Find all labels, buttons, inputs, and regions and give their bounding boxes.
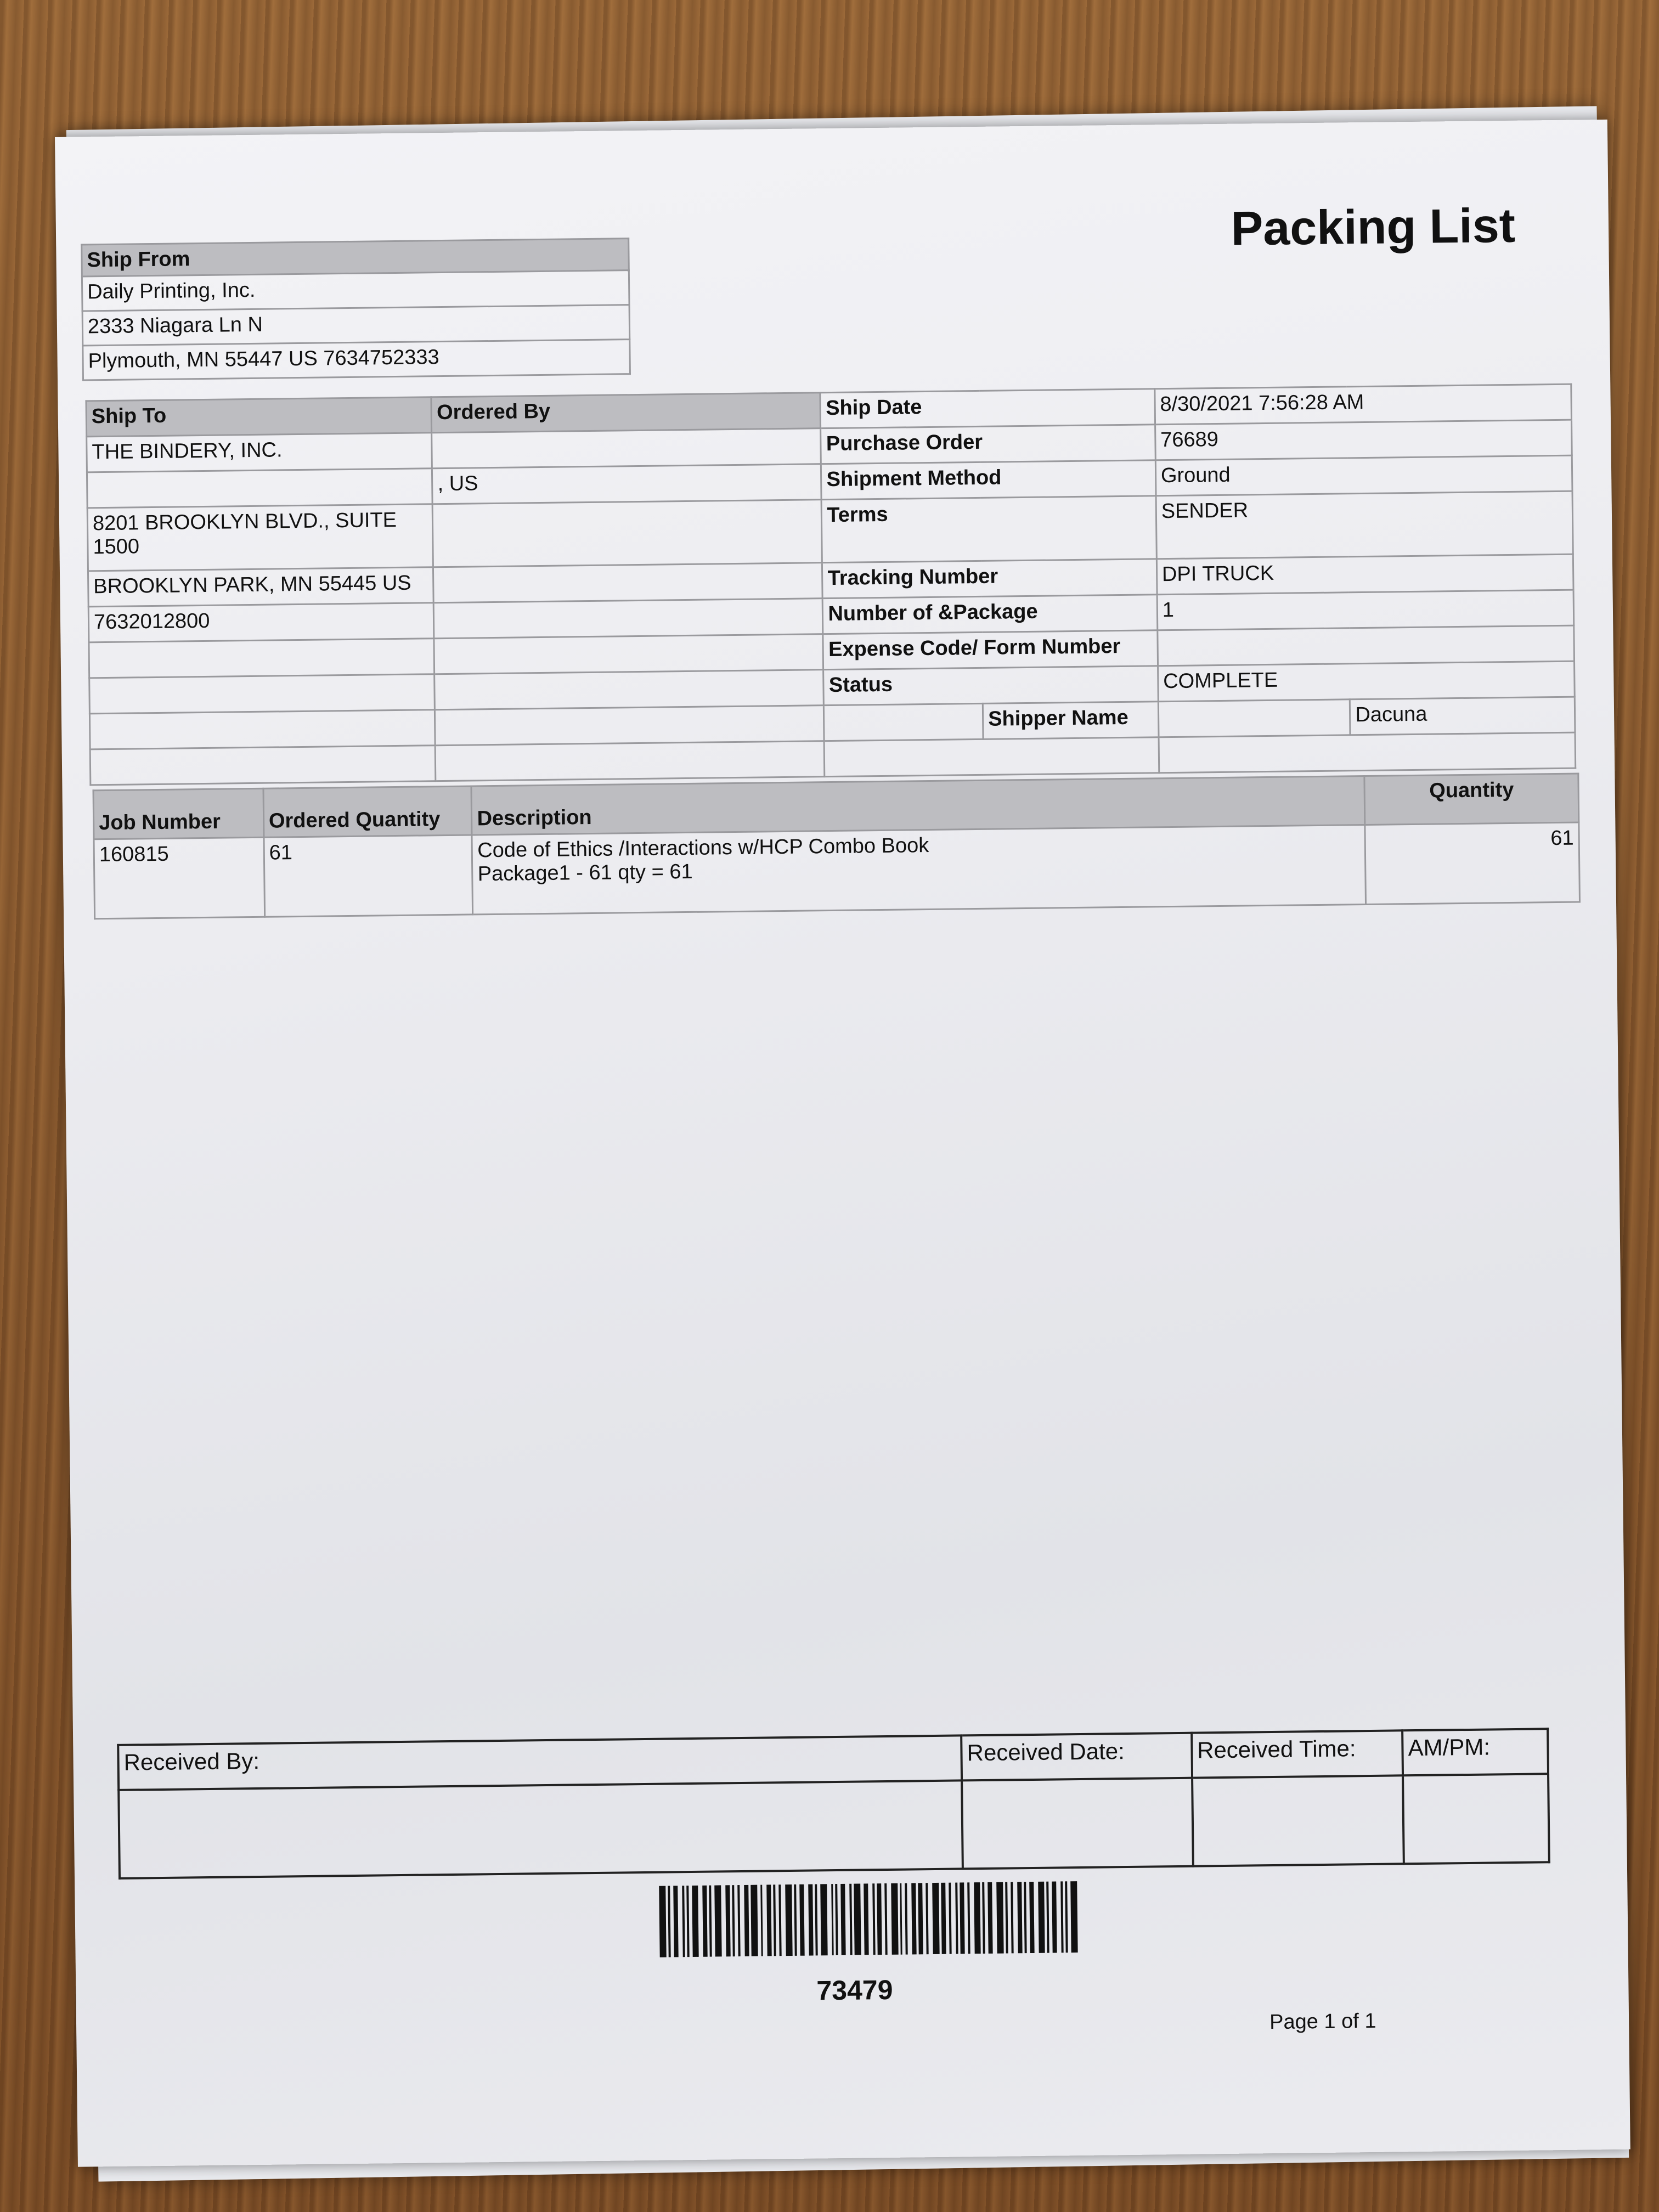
blank-cell — [825, 737, 1159, 777]
received-table — [117, 1728, 1550, 1880]
page-title: Packing List — [1231, 198, 1516, 256]
received-date-field — [962, 1778, 1193, 1869]
ship-to-header: Ship To — [86, 397, 432, 437]
ship-to-line — [90, 746, 436, 785]
barcode-number: 73479 — [816, 1974, 893, 2006]
ship-to-line — [87, 469, 432, 508]
ship-to-line: THE BINDERY, INC. — [87, 433, 432, 472]
ordered-by-line — [435, 670, 824, 710]
quantity-cell: 61 — [1365, 822, 1579, 904]
ship-date-value: 8/30/2021 7:56:28 AM — [1155, 384, 1572, 425]
barcode — [659, 1881, 1082, 1957]
ship-from-table — [81, 238, 631, 381]
description-line: Code of Ethics /Interactions w/HCP Combo Book — [477, 834, 929, 862]
shipper-value: Dacuna — [1350, 697, 1575, 735]
ship-to-line — [89, 710, 435, 749]
ship-to-line — [89, 639, 435, 678]
received-time-label: Received Time: — [1192, 1730, 1403, 1778]
ordered-by-line — [434, 599, 823, 639]
received-time-field — [1192, 1775, 1404, 1866]
blank-cell — [824, 703, 983, 741]
expense-label: Expense Code/ Form Number — [823, 630, 1158, 670]
ordered-quantity-cell: 61 — [264, 835, 473, 917]
job-number-cell: 160815 — [94, 837, 264, 919]
ship-from-line: Plymouth, MN 55447 US 7634752333 — [83, 340, 630, 380]
ordered-by-line — [434, 634, 823, 674]
ampm-field — [1403, 1774, 1549, 1864]
job-number-header: Job Number — [93, 788, 264, 839]
table-row — [94, 822, 1579, 919]
tracking-value: DPI TRUCK — [1156, 554, 1573, 595]
description-line: Package1 - 61 qty = 61 — [477, 860, 693, 886]
ampm-label: AM/PM: — [1402, 1729, 1548, 1775]
ordered-by-line — [432, 428, 821, 469]
description-header: Description — [471, 776, 1365, 834]
shipper-label: Shipper Name — [983, 702, 1158, 740]
ship-to-line: 8201 BROOKLYN BLVD., SUITE 1500 — [87, 504, 433, 571]
ship-to-line: 7632012800 — [88, 603, 434, 642]
packages-label: Number of &Package — [823, 595, 1158, 634]
items-table — [92, 773, 1581, 920]
tracking-label: Tracking Number — [822, 559, 1157, 599]
ordered-by-line — [432, 500, 822, 567]
ship-from-line: Daily Printing, Inc. — [82, 270, 629, 311]
status-value: COMPLETE — [1158, 661, 1575, 702]
description-cell — [472, 825, 1365, 914]
status-label: Status — [823, 666, 1158, 706]
received-date-label: Received Date: — [961, 1733, 1192, 1781]
po-label: Purchase Order — [821, 425, 1155, 464]
ordered-by-line — [435, 741, 825, 781]
page-number: Page 1 of 1 — [1269, 2009, 1376, 2034]
po-value: 76689 — [1155, 420, 1572, 460]
shipment-details-table — [85, 383, 1576, 786]
ship-from-line: 2333 Niagara Ln N — [82, 305, 630, 346]
ordered-by-header: Ordered By — [431, 393, 821, 433]
method-label: Shipment Method — [821, 460, 1156, 500]
ordered-by-country: , US — [432, 464, 822, 504]
ordered-by-line — [435, 706, 825, 746]
received-by-label: Received By: — [118, 1735, 962, 1790]
packing-list-page — [55, 120, 1630, 2167]
ordered-quantity-header: Ordered Quantity — [263, 786, 472, 837]
terms-value: SENDER — [1156, 491, 1573, 559]
packages-value: 1 — [1157, 590, 1574, 630]
expense-value — [1158, 625, 1575, 666]
ordered-by-line — [433, 563, 823, 603]
ship-date-label: Ship Date — [820, 389, 1155, 428]
blank-cell — [1159, 732, 1576, 773]
ship-from-header: Ship From — [82, 239, 629, 276]
terms-label: Terms — [822, 496, 1157, 563]
quantity-header: Quantity — [1364, 774, 1579, 825]
method-value: Ground — [1155, 455, 1572, 496]
received-by-field — [119, 1780, 963, 1878]
ship-to-line — [89, 674, 435, 714]
ship-to-line: BROOKLYN PARK, MN 55445 US — [88, 567, 433, 607]
blank-cell — [1158, 699, 1350, 737]
